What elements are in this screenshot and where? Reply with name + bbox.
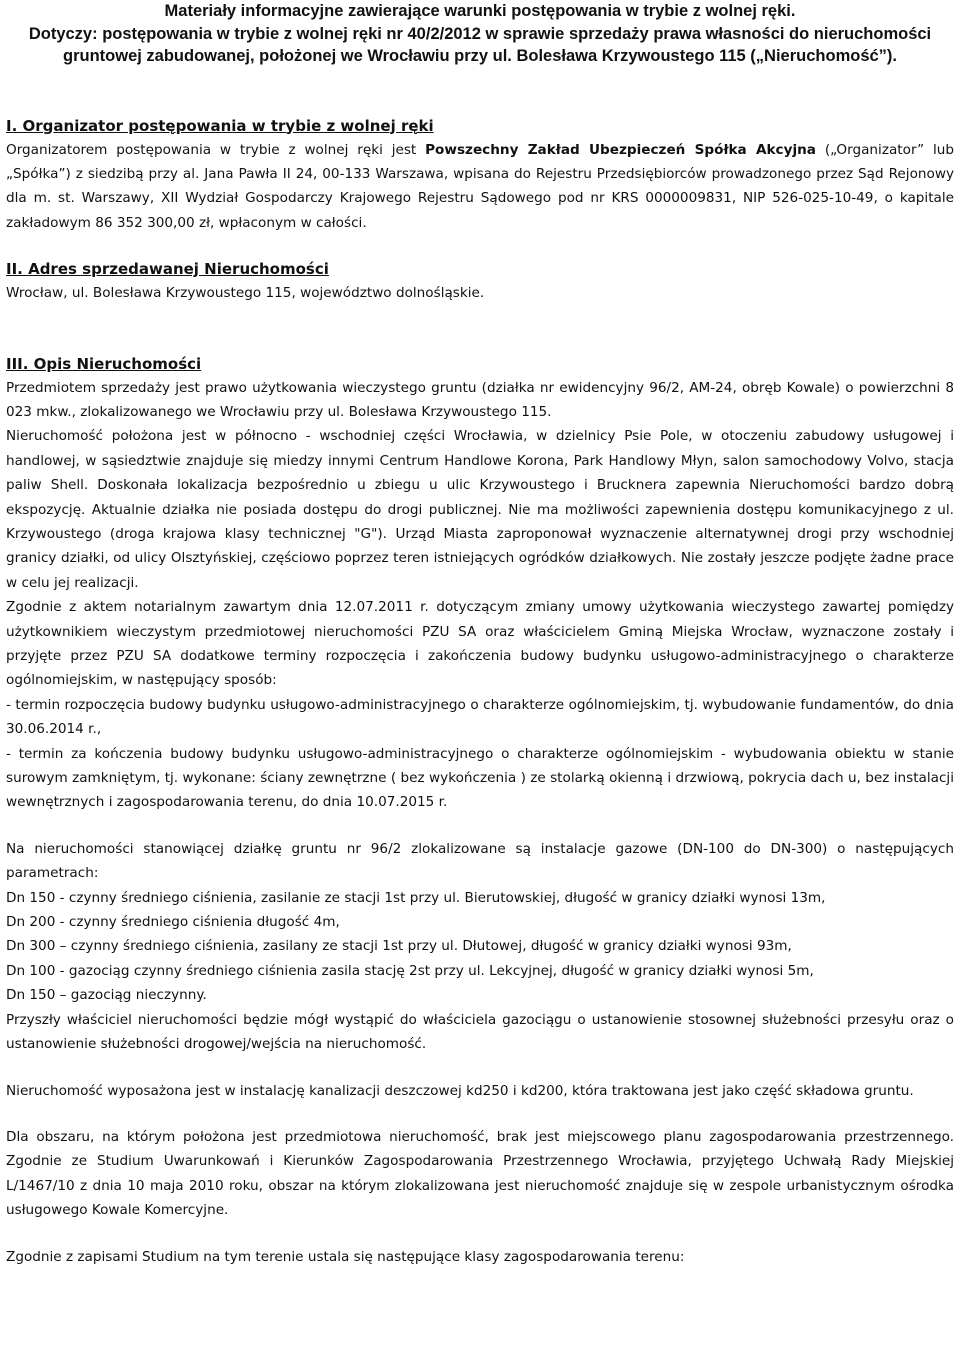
section-2-address: Wrocław, ul. Bolesława Krzywoustego 115, województwo dolnośląskie. — [6, 285, 485, 302]
section-3-zoning-classes: Zgodnie z zapisami Studium na tym terenie ustala się następujące klasy zagospodarowania terenu: — [6, 1248, 685, 1265]
spacer — [6, 1057, 954, 1079]
section-1-text-b: („Organizator” lub „Spółka”) z siedzibą przy al. Jana Pawła II 24, 00-133 Warszawa, wpisana do Rejestru Przedsiębiorców prowadzonego przez Sąd Rejonowy dla m. st. Warszawy, XII Wydział Gospodarczy Krajowego Rejestru Sądowego pod nr KRS 0000009831, NIP 526-025-10-49, o kapitale zakładowym 86 352 300,00 zł, wpłaconym w całości. — [6, 141, 955, 231]
gas-line-item: Dn 200 - czynny średniego ciśnienia długość 4m, — [6, 914, 340, 931]
section-1-text-a: Organizatorem postępowania w trybie z wolnej ręki jest — [6, 141, 426, 158]
section-1-text — [6, 138, 954, 236]
title-line-2: Dotyczy: postępowania w trybie z wolnej ręki nr 40/2/2012 w sprawie sprzedaży prawa własności do nieruchomości gruntowej zabudowanej, położonej we Wrocławiu przy ul. Bolesława Krzywoustego 115 („Nieruchomość”). — [28, 24, 932, 65]
spacer — [6, 68, 954, 114]
section-3-gas-intro: Na nieruchomości stanowiącej działkę gruntu nr 96/2 zlokalizowane są instalacje gazowe (DN-100 do DN-300) o następujących parametrach: — [6, 840, 954, 882]
section-3-term-start: - termin rozpoczęcia budowy budynku usługowo-administracyjnego o charakterze ogólnomiejskim, tj. wybudowanie fundamentów, do dnia 30.06.2014 r., — [6, 696, 954, 738]
spacer — [6, 235, 954, 257]
spacer — [6, 306, 954, 352]
section-3-paragraph-2: Nieruchomość położona jest w północno - wschodniej części Wrocławia, w dzielnicy Psie Pole, w otoczeniu zabudowy usługowej i handlowej, w sąsiedztwie znajduje się miedzy innymi Centrum Handlowe Korona, Park Handlowy Młyn, salon samochodowy Volvo, stacja paliw Shell. Doskonała lokalizacja bezpośrednio u zbiegu u ulic Krzywoustego i Brucknera zapewnia Nieruchomości bardzo dobrą ekspozycję. Aktualnie działka nie posiada dostępu do drogi publicznej. Nie ma możliwości zapewnienia dostępu komunikacyjnego z ul. Krzywoustego (droga krajowa klasy technicznej "G"). Urząd Miasta zaproponował wyznaczenie alternatywnej drogi przy wschodniej granicy działki, od ulicy Olsztyńskiej, częściowo poprzez teren istniejących ogródków działkowych. Nie zostały jeszcze podjęte żadne prace w celu jej realizacji. — [6, 428, 954, 591]
document-title — [6, 0, 954, 68]
spacer — [6, 1223, 954, 1245]
section-3-heading: III. Opis Nieruchomości — [6, 354, 202, 373]
spacer — [6, 815, 954, 837]
section-3-term-end: - termin za kończenia budowy budynku usługowo-administracyjnego o charakterze ogólnomiejskim - wybudowania obiektu w stanie surowym zamkniętym, tj. wykonane: ściany zewnętrzne ( bez wykończenia ) ze stolarką okienną i drzwiową, pokrycia dach u, bez instalacji wewnętrznych i zagospodarowania terenu, do dnia 10.07.2015 r. — [6, 745, 954, 811]
section-3-paragraph-1: Przedmiotem sprzedaży jest prawo użytkowania wieczystego gruntu (działka nr ewidencyjny 96/2, AM-24, obręb Kowale) o powierzchni 8 023 mkw., zlokalizowanego we Wrocławiu przy ul. Bolesława Krzywoustego 115. — [6, 379, 954, 420]
gas-line-item: Dn 300 – czynny średniego ciśnienia, zasilany ze stacji 1st przy ul. Dłutowej, długość w granicy działki wynosi 93m, — [6, 938, 792, 955]
section-3-paragraph-3: Zgodnie z aktem notarialnym zawartym dnia 12.07.2011 r. dotyczącym zmiany umowy użytkowania wieczystego zawartej pomiędzy użytkownikiem wieczystym przedmiotowej nieruchomości PZU SA oraz właścicielem Gminą Miejska Wrocław, wyznaczone zostały i przyjęte przez PZU SA dodatkowe terminy rozpoczęcia i zakończenia budowy budynku usługowo-administracyjnego o charakterze ogólnomiejskim, w następujący sposób: — [6, 599, 954, 689]
section-2-heading: II. Adres sprzedawanej Nieruchomości — [6, 260, 329, 279]
gas-line-item: Dn 150 - czynny średniego ciśnienia, zasilanie ze stacji 1st przy ul. Bierutowskiej, długość w granicy działki wynosi 13m, — [6, 889, 826, 906]
spacer — [6, 1103, 954, 1125]
title-line-1: Materiały informacyjne zawierające warunki postępowania w trybie z wolnej ręki. — [164, 2, 796, 20]
section-3-easement: Przyszły właściciel nieruchomości będzie mógł wystąpić do właściciela gazociągu o ustanowienie stosownej służebności przesyłu oraz o ustanowienie służebności drogowej/wejścia na nieruchomość. — [6, 1011, 954, 1053]
section-1-heading: I. Organizator postępowania w trybie z wolnej ręki — [6, 116, 434, 135]
gas-line-item: Dn 150 – gazociąg nieczynny. — [6, 987, 207, 1004]
organizer-name: Powszechny Zakład Ubezpieczeń Spółka Akcyjna — [425, 141, 816, 158]
gas-line-item: Dn 100 - gazociąg czynny średniego ciśnienia zasila stację 2st przy ul. Lekcyjnej, długość w granicy działki wynosi 5m, — [6, 962, 814, 979]
section-3-drainage: Nieruchomość wyposażona jest w instalację kanalizacji deszczowej kd250 i kd200, która traktowana jest jako część składowa gruntu. — [6, 1082, 914, 1099]
section-3-zoning: Dla obszaru, na którym położona jest przedmiotowa nieruchomość, brak jest miejscowego planu zagospodarowania przestrzennego. Zgodnie ze Studium Uwarunkowań i Kierunków Zagospodarowania Przestrzennego Wrocławia, przyjętego Uchwałą Rady Miejskiej L/1467/10 z dnia 10 maja 2010 roku, obszar na którym zlokalizowana jest nieruchomość znajduje się w zespole urbanistycznym ośrodka usługowego Kowale Komercyjne. — [6, 1128, 954, 1219]
